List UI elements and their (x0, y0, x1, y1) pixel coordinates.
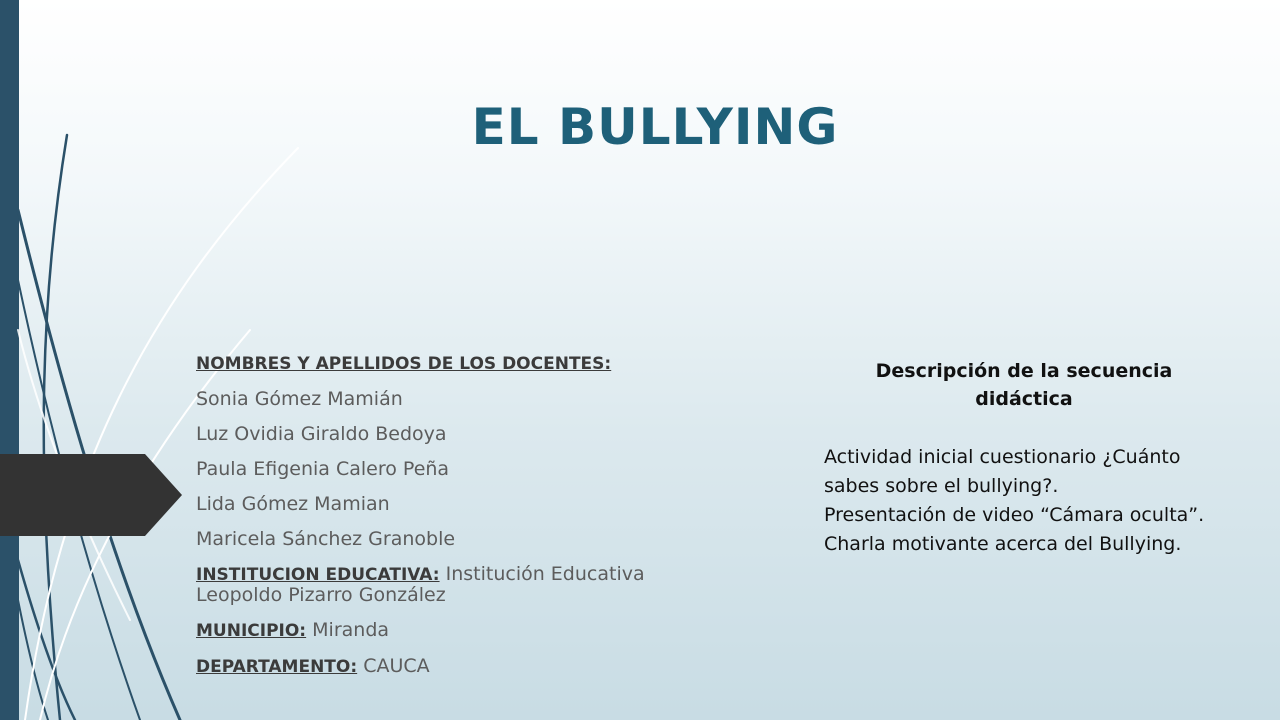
description-line: Presentación de video “Cámara oculta”. (824, 504, 1205, 526)
teachers-info (196, 353, 666, 692)
municipality-value: Miranda (306, 619, 390, 641)
municipality-line (196, 620, 666, 641)
description-body (824, 443, 1224, 559)
teacher-name: Luz Ovidia Giraldo Bedoya (196, 423, 447, 445)
teachers-heading (196, 353, 666, 374)
teacher-name: Maricela Sánchez Granoble (196, 528, 456, 550)
description-line: Charla motivante acerca del Bullying. (824, 533, 1182, 555)
institution-label: INSTITUCION EDUCATIVA: (196, 565, 440, 585)
teacher-name: Paula Efigenia Calero Peña (196, 458, 450, 480)
department-label: DEPARTAMENTO: (196, 657, 358, 677)
arrow-tab-shape (0, 454, 182, 536)
sequence-description (824, 357, 1224, 559)
department-value: CAUCA (357, 655, 430, 677)
department-line (196, 656, 666, 677)
teacher-name: Sonia Gómez Mamián (196, 388, 403, 410)
teachers-label: NOMBRES Y APELLIDOS DE LOS DOCENTES: (196, 354, 612, 374)
municipality-label: MUNICIPIO: (196, 621, 307, 641)
description-line: Actividad inicial cuestionario ¿Cuánto sabes sobre el bullying?. (824, 446, 1181, 497)
slide-title: EL BULLYING (471, 98, 839, 156)
teacher-name: Lida Gómez Mamian (196, 493, 390, 515)
description-title: Descripción de la secuencia didáctica (875, 360, 1173, 410)
institution-value: Institución Educativa Leopoldo Pizarro González (196, 563, 645, 606)
institution-line (196, 564, 666, 605)
